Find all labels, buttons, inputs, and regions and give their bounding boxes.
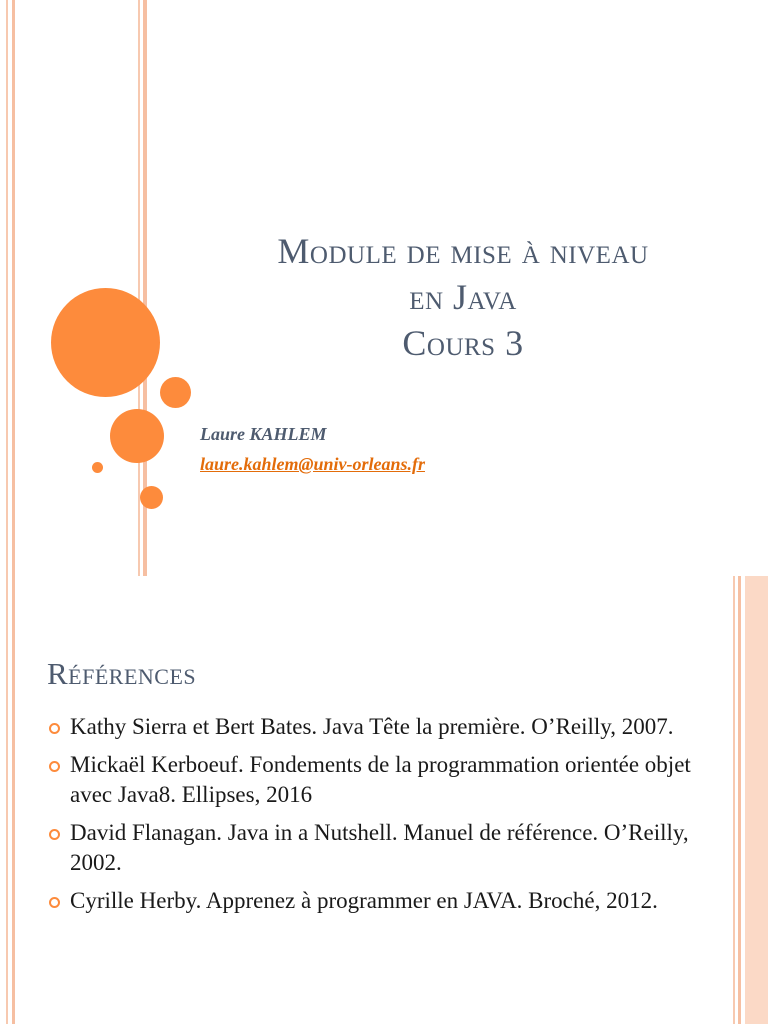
bullet-circle-icon xyxy=(49,897,60,908)
reference-text: David Flanagan. Java in a Nutshell. Manuel de référence. O’Reilly, 2002. xyxy=(70,820,689,875)
references-list xyxy=(47,712,707,924)
reference-item xyxy=(47,712,707,742)
slide-title xyxy=(196,228,730,366)
reference-text: Mickaël Kerboeuf. Fondements de la programmation orientée objet avec Java8. Ellipses, 2016 xyxy=(70,752,691,807)
bullet-circle-icon xyxy=(49,761,60,772)
decorative-stripe xyxy=(12,576,15,1024)
bullet-circle-icon xyxy=(49,829,60,840)
decorative-circle-small xyxy=(92,462,103,473)
reference-item xyxy=(47,818,707,878)
title-line-3: Cours 3 xyxy=(402,323,524,363)
bullet-circle-icon xyxy=(49,723,60,734)
decorative-stripe xyxy=(138,0,140,576)
decorative-stripe xyxy=(6,0,8,576)
decorative-stripe xyxy=(738,576,741,1024)
reference-item xyxy=(47,750,707,810)
references-heading: Références xyxy=(47,656,197,691)
decorative-stripe xyxy=(6,576,8,1024)
decorative-circle xyxy=(140,486,163,509)
author-email-link[interactable]: laure.kahlem@univ-orleans.fr xyxy=(200,454,425,474)
decorative-stripe xyxy=(745,576,768,1024)
author-name: Laure KAHLEM xyxy=(200,424,327,444)
title-line-1: Module de mise à niveau xyxy=(277,231,649,271)
decorative-circle xyxy=(110,409,164,463)
decorative-circle xyxy=(160,377,191,408)
decorative-stripe xyxy=(12,0,15,576)
decorative-circle-large xyxy=(51,288,160,397)
decorative-stripe xyxy=(733,576,735,1024)
references-slide xyxy=(0,576,768,1024)
reference-item xyxy=(47,886,707,916)
reference-text: Kathy Sierra et Bert Bates. Java Tête la première. O’Reilly, 2007. xyxy=(70,714,674,739)
reference-text: Cyrille Herby. Apprenez à programmer en JAVA. Broché, 2012. xyxy=(70,888,658,913)
title-line-2: en Java xyxy=(409,277,517,317)
